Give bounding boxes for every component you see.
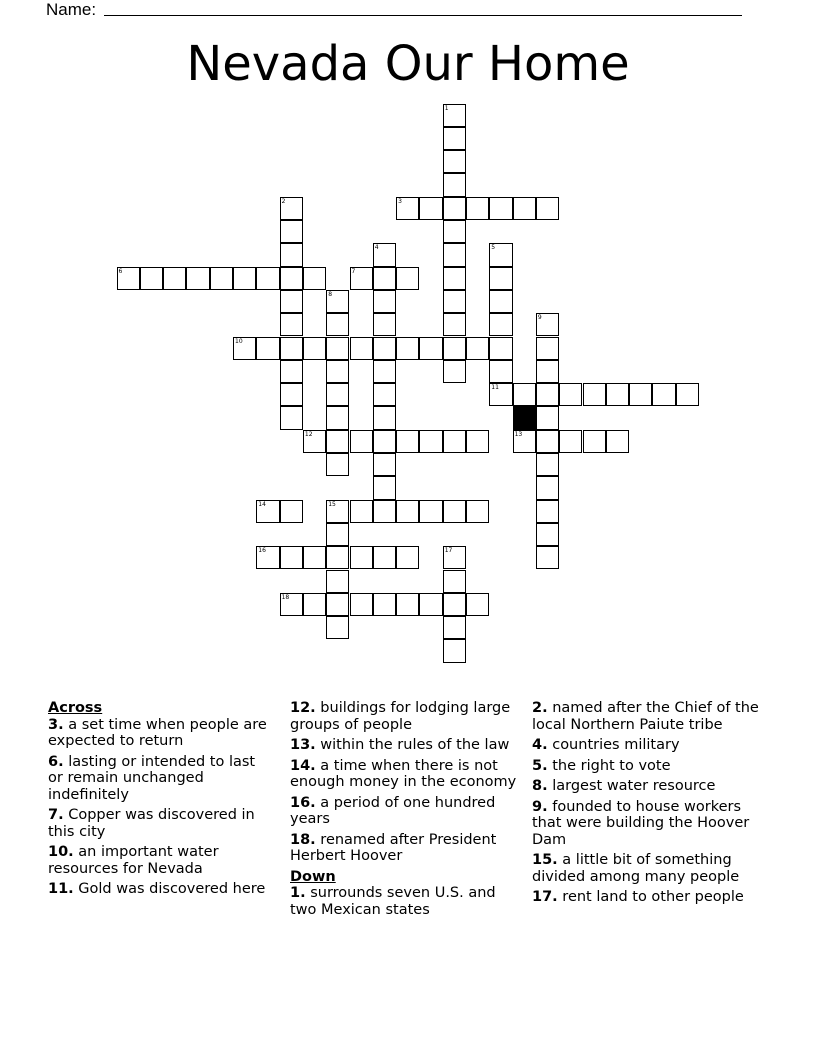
down-heading: Down <box>290 868 336 885</box>
crossword-cell-number: 15 <box>328 500 336 508</box>
crossword-cell[interactable] <box>350 546 373 569</box>
crossword-cell[interactable] <box>350 593 373 616</box>
crossword-cell[interactable] <box>443 500 466 523</box>
crossword-cell[interactable] <box>536 430 559 453</box>
crossword-cell[interactable] <box>536 360 559 383</box>
crossword-cell[interactable] <box>606 430 629 453</box>
crossword-cell[interactable] <box>489 243 512 266</box>
crossword-cell-number: 4 <box>374 244 379 252</box>
clue-down-8: 8. largest water resource <box>532 778 716 794</box>
crossword-cell[interactable] <box>303 337 326 360</box>
clue-down-5: 5. the right to vote <box>532 757 671 774</box>
crossword-cell[interactable] <box>489 290 512 313</box>
crossword-cell-number: 1 <box>444 104 449 112</box>
crossword-cell[interactable] <box>326 383 349 406</box>
clues-column-2 <box>290 700 525 922</box>
clue-down-17: 17. rent land to other people <box>532 889 744 905</box>
crossword-cell[interactable] <box>443 639 466 662</box>
crossword-cell-number: 12 <box>304 430 313 438</box>
crossword-cell[interactable] <box>326 337 349 360</box>
crossword-cell[interactable] <box>443 313 466 336</box>
crossword-cell[interactable] <box>489 197 512 220</box>
crossword-cell[interactable] <box>443 220 466 243</box>
crossword-cell[interactable] <box>350 267 373 290</box>
crossword-cell[interactable] <box>419 500 442 523</box>
crossword-cell[interactable] <box>373 243 396 266</box>
crossword-cell[interactable] <box>303 430 326 453</box>
crossword-cell[interactable] <box>536 337 559 360</box>
clue-across-6: 6. lasting or intended to last or remain unchanged indefinitely <box>48 753 256 803</box>
crossword-cell[interactable] <box>373 500 396 523</box>
clues-column-3 <box>532 700 772 910</box>
crossword-cell[interactable] <box>466 197 489 220</box>
crossword-cell[interactable] <box>396 546 419 569</box>
crossword-cell[interactable] <box>466 430 489 453</box>
crossword-cell[interactable] <box>489 267 512 290</box>
crossword-cell[interactable] <box>443 104 466 127</box>
crossword-cell[interactable] <box>396 593 419 616</box>
crossword-cell[interactable] <box>443 570 466 593</box>
clue-across-7: 7. Copper was discovered in this city <box>48 807 255 840</box>
crossword-cell-number: 14 <box>258 500 266 508</box>
crossword-cell-number: 8 <box>328 290 333 298</box>
crossword-cell-number: 3 <box>398 197 402 205</box>
crossword-cell[interactable] <box>396 430 419 453</box>
crossword-cell-number: 5 <box>491 244 496 252</box>
crossword-cell[interactable] <box>536 383 559 406</box>
crossword-cell[interactable] <box>373 290 396 313</box>
crossword-cell[interactable] <box>326 290 349 313</box>
crossword-cell-number: 9 <box>537 314 542 322</box>
crossword-cell[interactable] <box>373 430 396 453</box>
clue-across-13: 13. within the rules of the law <box>290 737 510 753</box>
crossword-cell-number: 18 <box>281 593 290 601</box>
clue-across-3: 3. a set time when people are expected to return <box>48 716 267 749</box>
crossword-cell[interactable] <box>536 546 559 569</box>
crossword-cell[interactable] <box>443 197 466 220</box>
crossword-cell[interactable] <box>536 406 559 429</box>
crossword-cell[interactable] <box>210 267 233 290</box>
crossword-cell[interactable] <box>443 173 466 196</box>
crossword-cell[interactable] <box>536 453 559 476</box>
crossword-cell[interactable] <box>350 500 373 523</box>
crossword-cell[interactable] <box>536 197 559 220</box>
crossword-cell[interactable] <box>513 197 536 220</box>
crossword-cell[interactable] <box>280 267 303 290</box>
name-label: Name: <box>46 0 97 19</box>
crossword-cell[interactable] <box>326 313 349 336</box>
crossword-cell[interactable] <box>583 430 606 453</box>
crossword-cell[interactable] <box>280 500 303 523</box>
crossword-cell[interactable] <box>326 360 349 383</box>
crossword-cell[interactable] <box>536 500 559 523</box>
crossword-cell-number: 10 <box>235 337 243 345</box>
clue-across-16: 16. a period of one hundred years <box>290 794 496 827</box>
crossword-cell[interactable] <box>303 267 326 290</box>
crossword-cell[interactable] <box>443 267 466 290</box>
crossword-cell[interactable] <box>326 570 349 593</box>
crossword-cell[interactable] <box>280 243 303 266</box>
crossword-cell[interactable] <box>326 406 349 429</box>
crossword-cell[interactable] <box>256 546 279 569</box>
clue-across-14: 14. a time when there is not enough money in the economy <box>290 757 517 790</box>
crossword-cell[interactable] <box>536 476 559 499</box>
crossword-cell-number: 6 <box>118 267 123 275</box>
crossword-cell[interactable] <box>443 616 466 639</box>
crossword-cell[interactable] <box>559 430 582 453</box>
crossword-cell[interactable] <box>117 267 140 290</box>
clue-down-4: 4. countries military <box>532 737 680 753</box>
crossword-cell[interactable] <box>140 267 163 290</box>
across-heading: Across <box>48 700 103 716</box>
crossword-cell[interactable] <box>489 360 512 383</box>
crossword-cell-number: 13 <box>514 430 523 438</box>
crossword-cell[interactable] <box>419 197 442 220</box>
crossword-cell[interactable] <box>536 313 559 336</box>
crossword-cell[interactable] <box>396 500 419 523</box>
crossword-cell[interactable] <box>256 267 279 290</box>
crossword-cell-number: 11 <box>491 384 499 392</box>
crossword-cell[interactable] <box>326 593 349 616</box>
clue-across-11: 11. Gold was discovered here <box>48 881 266 897</box>
crossword-cell[interactable] <box>373 383 396 406</box>
crossword-cell[interactable] <box>443 127 466 150</box>
crossword-cell[interactable] <box>280 546 303 569</box>
crossword-cell[interactable] <box>629 383 652 406</box>
crossword-cell[interactable] <box>280 197 303 220</box>
crossword-cell[interactable] <box>513 383 536 406</box>
crossword-cell[interactable] <box>280 383 303 406</box>
clue-down-1: 1. surrounds seven U.S. and two Mexican states <box>290 885 496 918</box>
crossword-cell[interactable] <box>443 593 466 616</box>
crossword-cell[interactable] <box>373 406 396 429</box>
crossword-cell[interactable] <box>280 290 303 313</box>
clues-column-1 <box>48 700 268 902</box>
crossword-cell[interactable] <box>373 360 396 383</box>
crossword-cell[interactable] <box>163 267 186 290</box>
crossword-cell[interactable] <box>326 546 349 569</box>
crossword-cell[interactable] <box>443 290 466 313</box>
crossword-cell[interactable] <box>233 337 256 360</box>
crossword-cell[interactable] <box>583 383 606 406</box>
crossword-cell[interactable] <box>536 523 559 546</box>
crossword-cell-number: 7 <box>351 267 356 275</box>
crossword-cell[interactable] <box>326 453 349 476</box>
crossword-cell[interactable] <box>396 337 419 360</box>
crossword-cell[interactable] <box>443 337 466 360</box>
crossword-cell[interactable] <box>466 593 489 616</box>
crossword-cell[interactable] <box>326 430 349 453</box>
crossword-cell[interactable] <box>396 197 419 220</box>
crossword-cell[interactable] <box>373 546 396 569</box>
crossword-cell[interactable] <box>419 337 442 360</box>
crossword-cell[interactable] <box>373 337 396 360</box>
clue-down-15: 15. a little bit of something divided among many people <box>532 852 740 885</box>
crossword-cell[interactable] <box>559 383 582 406</box>
crossword-cell[interactable] <box>676 383 699 406</box>
crossword-cell[interactable] <box>280 220 303 243</box>
crossword-cell[interactable] <box>373 267 396 290</box>
clue-down-2: 2. named after the Chief of the local Northern Paiute tribe <box>532 700 759 733</box>
crossword-cell[interactable] <box>280 337 303 360</box>
crossword-cell[interactable] <box>652 383 675 406</box>
crossword-cell[interactable] <box>280 360 303 383</box>
crossword-cell-number: 17 <box>444 547 453 555</box>
crossword-cell[interactable] <box>256 500 279 523</box>
crossword-cell[interactable] <box>443 360 466 383</box>
crossword-cell[interactable] <box>373 453 396 476</box>
crossword-cell[interactable] <box>233 267 256 290</box>
crossword-cell[interactable] <box>280 406 303 429</box>
crossword-cell[interactable] <box>373 476 396 499</box>
crossword-cell[interactable] <box>466 500 489 523</box>
crossword-cell[interactable] <box>443 430 466 453</box>
crossword-cell[interactable] <box>489 313 512 336</box>
crossword-cell[interactable] <box>280 593 303 616</box>
crossword-cell[interactable] <box>326 500 349 523</box>
crossword-cell[interactable] <box>280 313 303 336</box>
crossword-black-square <box>513 406 536 429</box>
crossword-cell[interactable] <box>350 430 373 453</box>
crossword-cell-number: 16 <box>258 547 266 555</box>
crossword-cell[interactable] <box>513 430 536 453</box>
crossword-cell[interactable] <box>326 523 349 546</box>
clue-across-12: 12. buildings for lodging large groups of people <box>290 700 511 733</box>
clue-down-9: 9. founded to house workers that were building the Hoover Dam <box>532 798 750 848</box>
crossword-cell[interactable] <box>373 313 396 336</box>
clue-across-18: 18. renamed after President Herbert Hoover <box>290 831 497 864</box>
crossword-cell[interactable] <box>489 337 512 360</box>
crossword-cell[interactable] <box>396 267 419 290</box>
crossword-cell[interactable] <box>303 593 326 616</box>
crossword-cell[interactable] <box>186 267 209 290</box>
crossword-cell[interactable] <box>606 383 629 406</box>
crossword-cell[interactable] <box>489 383 512 406</box>
crossword-cell-number: 2 <box>281 197 286 205</box>
page-title: Nevada Our Home <box>186 36 630 92</box>
crossword-cell[interactable] <box>256 337 279 360</box>
crossword-cell[interactable] <box>443 546 466 569</box>
crossword-cell[interactable] <box>419 430 442 453</box>
crossword-cell[interactable] <box>350 337 373 360</box>
crossword-cell[interactable] <box>373 593 396 616</box>
crossword-cell[interactable] <box>443 243 466 266</box>
clue-across-10: 10. an important water resources for Nevada <box>48 844 219 877</box>
crossword-cell[interactable] <box>303 546 326 569</box>
crossword-cell[interactable] <box>419 593 442 616</box>
crossword-cell[interactable] <box>466 337 489 360</box>
crossword-cell[interactable] <box>443 150 466 173</box>
crossword-cell[interactable] <box>326 616 349 639</box>
